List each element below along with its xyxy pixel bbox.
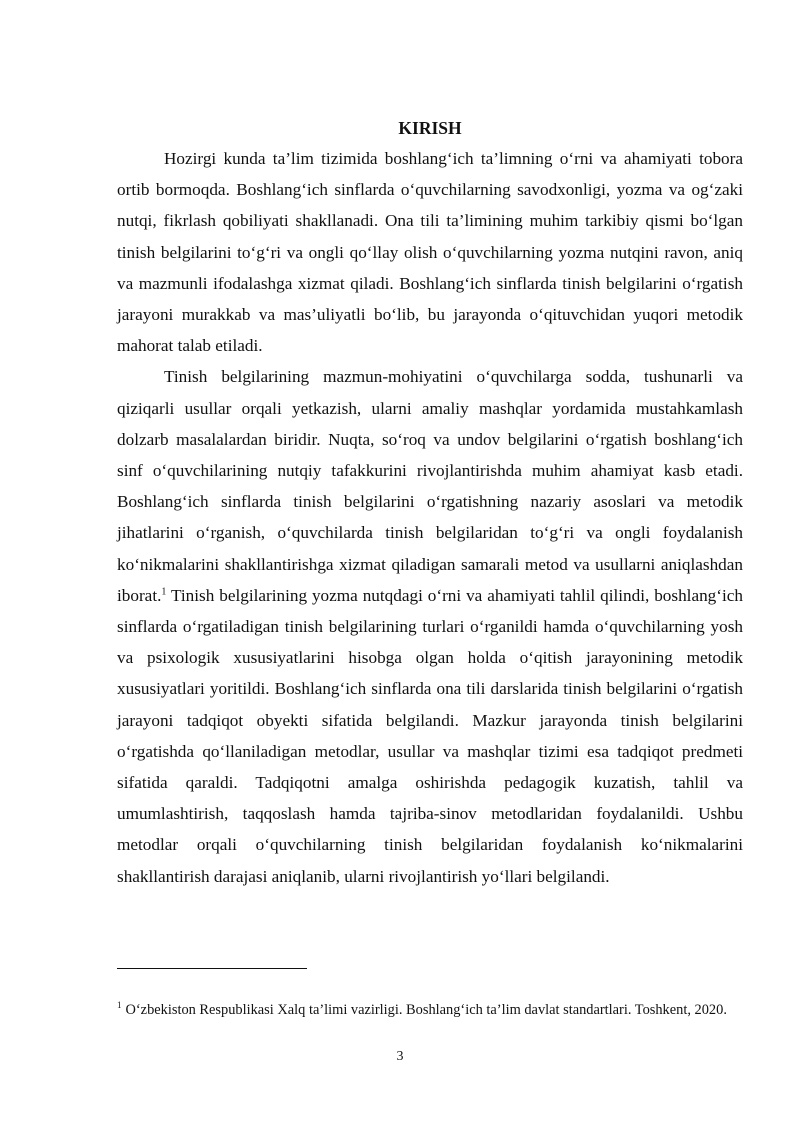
paragraph-2 [117, 361, 743, 891]
footnote [117, 996, 743, 1024]
section-heading: KIRISH [398, 118, 462, 138]
paragraph-1: Hozirgi kunda ta’lim tizimida boshlang‘ich ta’limning o‘rni va ahamiyati tobora ortib bormoqda. Boshlang‘ich sinflarda o‘quvchilarning savodxonligi, yozma va og‘zaki nutqi, fikrlash qobiliyati shakllanadi. Ona tili ta’limining muhim tarkibiy qismi bo‘lgan tinish belgilarini to‘g‘ri va ongli qo‘llay olish o‘quvchilarning yozma nutqini ravon, aniq va mazmunli ifodalashga xizmat qiladi. Boshlang‘ich sinflarda tinish belgilarini o‘rgatish jarayoni murakkab va mas’uliyatli bo‘lib, bu jarayonda o‘qituvchidan yuqori metodik mahorat talab etiladi. [117, 149, 743, 356]
paragraph-2-text-a: Tinish belgilarining mazmun-mohiyatini o‘quvchilarga sodda, tushunarli va qiziqarli usullar orqali yetkazish, ularni amaliy mashqlar yordamida mustahkamlash dolzarb masalalardan biridir. Nuqta, so‘roq va undov belgilarini o‘rgatish boshlang‘ich sinf o‘quvchilarining nutqiy tafakkurini rivojlantirishda muhim ahamiyat kasb etadi. Boshlang‘ich sinflarda tinish belgilarini o‘rgatishning nazariy asoslari va metodik jihatlarini o‘rganish, o‘quvchilarda tinish belgilaridan to‘g‘ri va ongli foydalanish ko‘nikmalarini shakllantirishga xizmat qiladigan samarali metod va usullarni aniqlashdan iborat. [117, 367, 743, 605]
footnote-reference[interactable]: 1 [161, 586, 167, 598]
paragraph-2-text-b: Tinish belgilarining yozma nutqdagi o‘rni va ahamiyati tahlil qilindi, boshlang‘ich sinflarda o‘rgatiladigan tinish belgilarining turlari o‘rganildi hamda o‘quvchilarning yosh va psixologik xususiyatlarini hisobga olgan holda o‘qitish jarayonining metodik xususiyatlari yoritildi. Boshlang‘ich sinflarda ona tili darslarida tinish belgilarini o‘rgatish jarayoni tadqiqot obyekti sifatida belgilandi. Mazkur jarayonda tinish belgilarini o‘rgatishda qo‘llaniladigan metodlar, usullar va mashqlar tizimi esa tadqiqot predmeti sifatida qaraldi. Tadqiqotni amalga oshirishda pedagogik kuzatish, tahlil va umumlashtirish, taqqoslash hamda tajriba-sinov metodlaridan foydalanildi. Ushbu metodlar orqali o‘quvchilarning tinish belgilaridan foydalanish ko‘nikmalarini shakllantirish darajasi aniqlanib, ularni rivojlantirish yo‘llari belgilandi. [117, 585, 743, 886]
document-body [117, 113, 743, 892]
page-number: 3 [396, 1049, 404, 1064]
footnote-marker: 1 [117, 1000, 122, 1011]
footnote-separator [117, 968, 307, 969]
footnote-text: O‘zbekiston Respublikasi Xalq ta’limi vazirligi. Boshlang‘ich ta’lim davlat standartlari. Toshkent, 2020. [125, 1002, 727, 1018]
